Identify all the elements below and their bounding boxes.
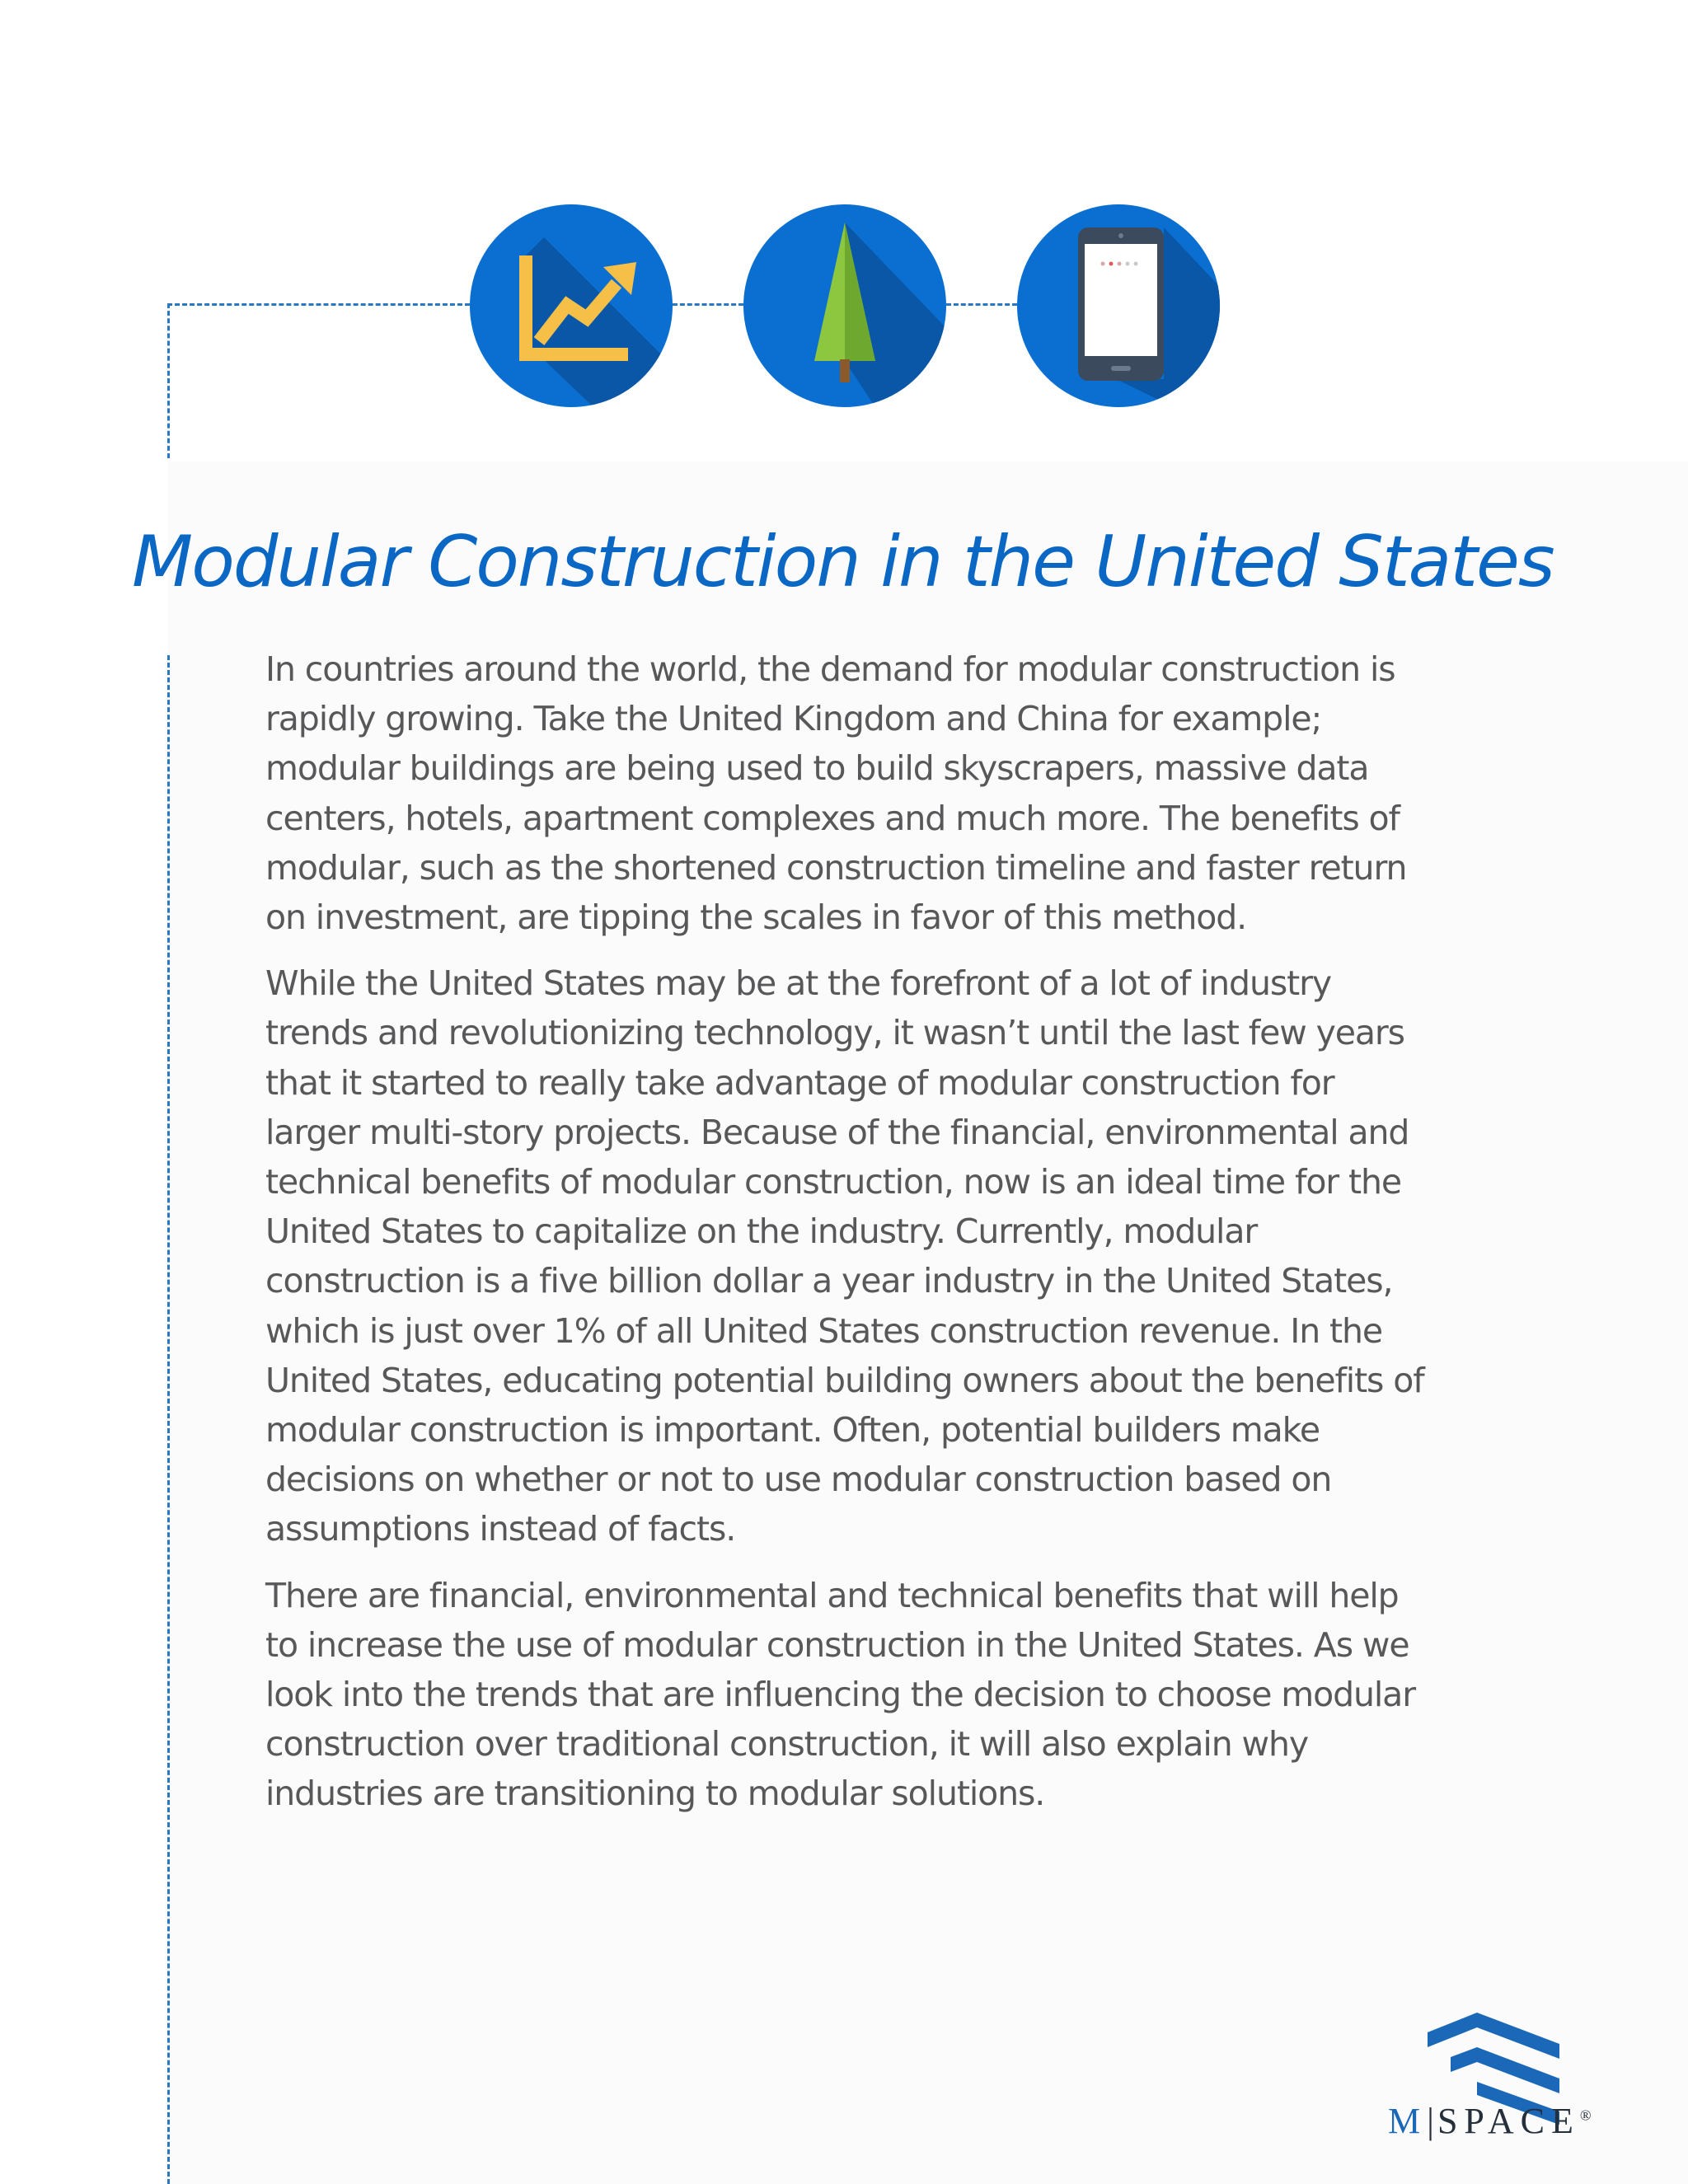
dashed-connector-left — [167, 303, 470, 306]
growth-chart-icon — [470, 204, 673, 407]
dashed-connector-upper — [167, 303, 170, 458]
body-text — [265, 644, 1436, 1835]
tree-icon — [743, 204, 946, 407]
logo-wordmark: SPACE — [1437, 2101, 1580, 2141]
paragraph: In countries around the world, the demand for modular construction is rapidly growing. Take the United Kingdom and China for example; modular buildings are being used to build skyscrapers, massive data centers, hotels, apartment complexes and much more. The benefits of modular, such as the shortened construction timeline and faster return on investment, are tipping the scales in favor of this method. — [265, 649, 1407, 938]
logo-separator: | — [1427, 2101, 1437, 2141]
mspace-logo — [1388, 2100, 1592, 2142]
registered-mark: ® — [1579, 2107, 1592, 2124]
dashed-connector-lower — [167, 655, 170, 2184]
page-title: Modular Construction in the United States — [132, 521, 1554, 603]
dashed-connector-middle — [673, 303, 743, 306]
dashed-connector-right — [946, 303, 1017, 306]
logo-m: M — [1388, 2101, 1428, 2141]
smartphone-icon — [1017, 204, 1220, 407]
mspace-logo-mark — [1385, 2011, 1607, 2184]
paragraph: While the United States may be at the forefront of a lot of industry trends and revolutionizing technology, it wasn’t until the last few years that it started to really take advantage of modular construction for larger multi-story projects. Because of the financial, environmental and technical benefits of modular construction, now is an ideal time for the United States to capitalize on the industry. Currently, modular construction is a five billion dollar a year industry in the United States, which is just over 1% of all United States construction revenue. In the United States, educating potential building owners about the benefits of modular construction is important. Often, potential builders make decisions on whether or not to use modular construction based on assumptions instead of facts. — [265, 963, 1424, 1549]
paragraph: There are financial, environmental and technical benefits that will help to increase the use of modular construction in the United States. As we look into the trends that are influencing the decision to choose modular construction over traditional construction, it will also explain why industries are transitioning to modular solutions. — [265, 1575, 1415, 1814]
